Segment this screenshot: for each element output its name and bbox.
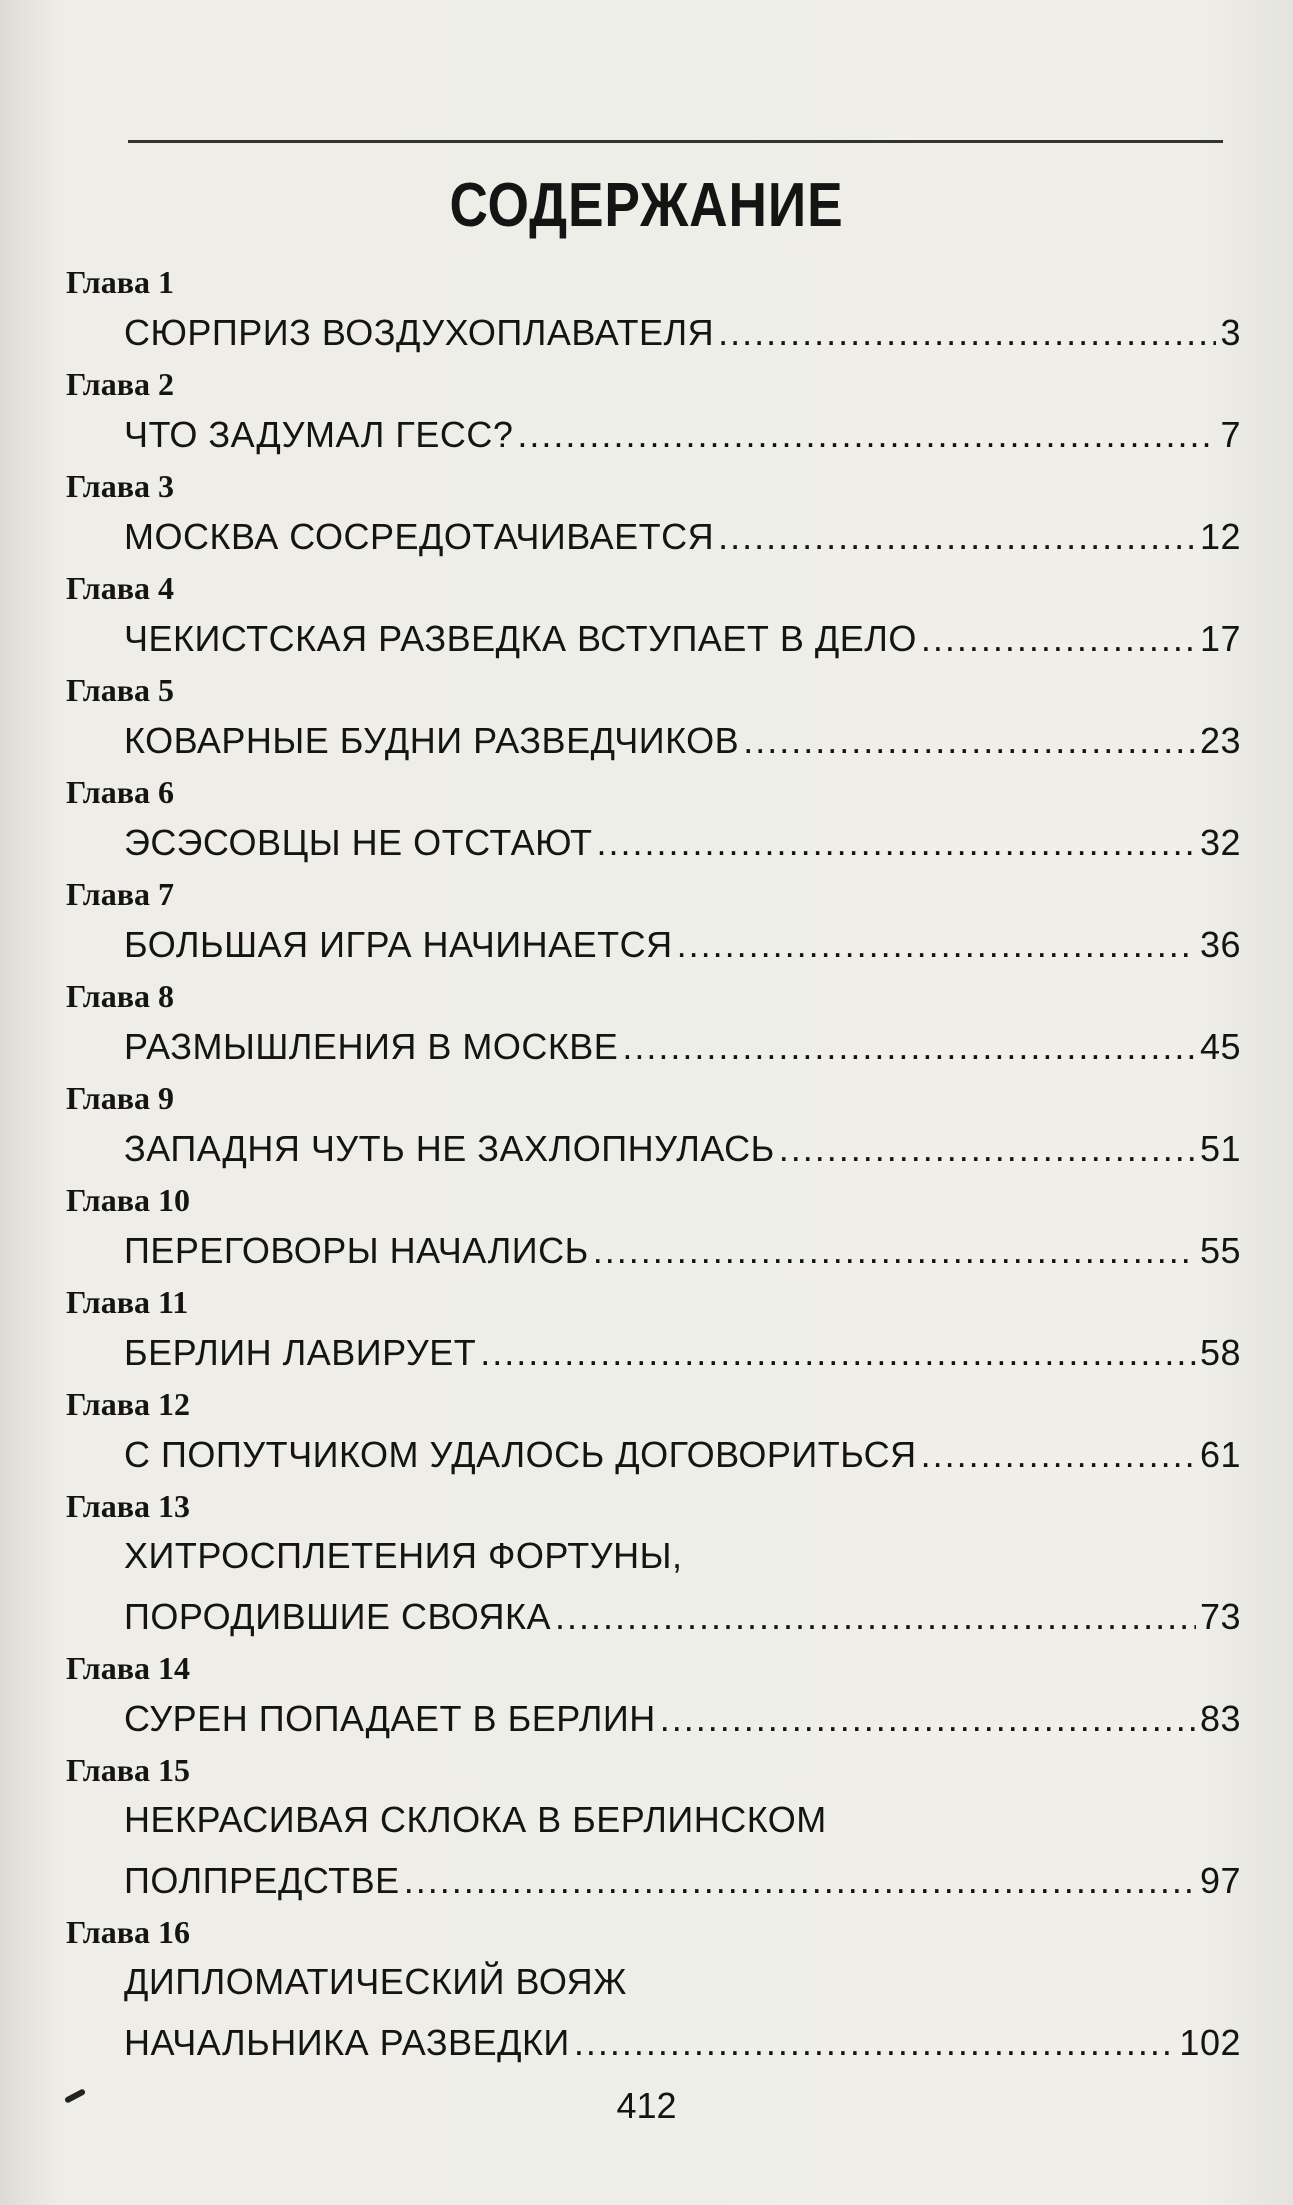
- chapter-title-row: [124, 2012, 1241, 2074]
- dot-leader: [404, 1850, 1196, 1912]
- chapter-title: БЕРЛИН ЛАВИРУЕТ: [124, 1332, 477, 1373]
- chapter-label: Глава 5: [66, 672, 174, 708]
- chapter-title: ЗАПАДНЯ ЧУТЬ НЕ ЗАХЛОПНУЛАСЬ: [124, 1128, 775, 1169]
- toc-entry: [66, 670, 1241, 772]
- chapter-title-row: [124, 1016, 1241, 1078]
- dot-leader: [622, 1016, 1196, 1078]
- chapter-label: Глава 9: [66, 1080, 174, 1116]
- chapter-title-line: НЕКРАСИВАЯ СКЛОКА В БЕРЛИНСКОМ: [124, 1799, 827, 1840]
- chapter-label: Глава 3: [66, 468, 174, 504]
- chapter-title: ПОЛПРЕДСТВЕ: [124, 1860, 400, 1901]
- chapter-label: Глава 13: [66, 1488, 190, 1524]
- chapter-title: СЮРПРИЗ ВОЗДУХОПЛАВАТЕЛЯ: [124, 312, 715, 353]
- chapter-title-row: [124, 608, 1241, 670]
- toc-entry: [66, 364, 1241, 466]
- chapter-title: ПОРОДИВШИЕ СВОЯКА: [124, 1596, 551, 1637]
- chapter-page-number: 36: [1199, 924, 1241, 965]
- header-rule: [128, 140, 1223, 143]
- chapter-title-row: [124, 1850, 1241, 1912]
- chapter-page-number: 73: [1199, 1596, 1241, 1637]
- toc-entry: [66, 976, 1241, 1078]
- chapter-label: Глава 10: [66, 1182, 190, 1218]
- chapter-label: Глава 15: [66, 1752, 190, 1788]
- dot-leader: [517, 404, 1216, 466]
- toc-entry: [66, 1384, 1241, 1486]
- chapter-title-row: [124, 812, 1241, 874]
- chapter-page-number: 32: [1199, 822, 1241, 863]
- table-of-contents: [66, 262, 1241, 2074]
- chapter-title-row: [124, 302, 1241, 364]
- toc-entry: [66, 772, 1241, 874]
- chapter-label: Глава 1: [66, 264, 174, 300]
- dot-leader: [779, 1118, 1196, 1180]
- dot-leader: [743, 710, 1196, 772]
- chapter-title-row: [124, 914, 1241, 976]
- chapter-title-row: [124, 404, 1241, 466]
- chapter-title: КОВАРНЫЕ БУДНИ РАЗВЕДЧИКОВ: [124, 720, 740, 761]
- page-title: СОДЕРЖАНИЕ: [449, 171, 844, 240]
- chapter-title-row: [124, 1220, 1241, 1282]
- chapter-page-number: 3: [1220, 312, 1241, 353]
- chapter-title-row: [124, 710, 1241, 772]
- chapter-page-number: 12: [1199, 516, 1241, 557]
- chapter-page-number: 23: [1199, 720, 1241, 761]
- chapter-label: Глава 12: [66, 1386, 190, 1422]
- chapter-label: Глава 16: [66, 1914, 190, 1950]
- chapter-label: Глава 7: [66, 876, 174, 912]
- chapter-title-row: [124, 1586, 1241, 1648]
- dot-leader: [718, 506, 1196, 568]
- chapter-label: Глава 6: [66, 774, 174, 810]
- chapter-label: Глава 4: [66, 570, 174, 606]
- chapter-label: Глава 11: [66, 1284, 189, 1320]
- toc-entry: [66, 1078, 1241, 1180]
- toc-entry: [66, 1912, 1241, 2074]
- dot-leader: [597, 812, 1196, 874]
- toc-entry: [66, 466, 1241, 568]
- dot-leader: [574, 2012, 1176, 2074]
- chapter-page-number: 51: [1199, 1128, 1241, 1169]
- chapter-title: МОСКВА СОСРЕДОТАЧИВАЕТСЯ: [124, 516, 715, 557]
- chapter-title-row: [124, 1118, 1241, 1180]
- chapter-page-number: 7: [1220, 414, 1241, 455]
- toc-entry: [66, 1180, 1241, 1282]
- dot-leader: [593, 1220, 1196, 1282]
- dot-leader: [718, 302, 1216, 364]
- chapter-page-number: 61: [1199, 1434, 1241, 1475]
- toc-entry: [66, 568, 1241, 670]
- dot-leader: [677, 914, 1196, 976]
- chapter-title-row: [124, 1424, 1241, 1486]
- dot-leader: [555, 1586, 1196, 1648]
- chapter-title: ЧТО ЗАДУМАЛ ГЕСС?: [124, 414, 514, 455]
- chapter-page-number: 102: [1179, 2022, 1241, 2063]
- dot-leader: [480, 1322, 1196, 1384]
- chapter-title: НАЧАЛЬНИКА РАЗВЕДКИ: [124, 2022, 570, 2063]
- chapter-title: РАЗМЫШЛЕНИЯ В МОСКВЕ: [124, 1026, 619, 1067]
- chapter-title: СУРЕН ПОПАДАЕТ В БЕРЛИН: [124, 1698, 656, 1739]
- chapter-title: С ПОПУТЧИКОМ УДАЛОСЬ ДОГОВОРИТЬСЯ: [124, 1434, 917, 1475]
- chapter-title: ПЕРЕГОВОРЫ НАЧАЛИСЬ: [124, 1230, 589, 1271]
- toc-entry: [66, 1282, 1241, 1384]
- chapter-page-number: 55: [1199, 1230, 1241, 1271]
- dot-leader: [921, 1424, 1196, 1486]
- chapter-label: Глава 14: [66, 1650, 190, 1686]
- toc-entry: [66, 1750, 1241, 1912]
- chapter-title-row: [124, 1322, 1241, 1384]
- chapter-title-row: [124, 1688, 1241, 1750]
- chapter-title-line: ХИТРОСПЛЕТЕНИЯ ФОРТУНЫ,: [124, 1535, 683, 1576]
- chapter-title-row: [124, 506, 1241, 568]
- chapter-title-line: ДИПЛОМАТИЧЕСКИЙ ВОЯЖ: [124, 1961, 627, 2002]
- toc-entry: [66, 1648, 1241, 1750]
- page-number: 412: [616, 2085, 677, 2126]
- dot-leader: [921, 608, 1196, 670]
- chapter-page-number: 83: [1199, 1698, 1241, 1739]
- chapter-label: Глава 8: [66, 978, 174, 1014]
- toc-entry: [66, 262, 1241, 364]
- toc-entry: [66, 1486, 1241, 1648]
- chapter-title: ЭСЭСОВЦЫ НЕ ОТСТАЮТ: [124, 822, 593, 863]
- chapter-page-number: 58: [1199, 1332, 1241, 1373]
- chapter-page-number: 45: [1199, 1026, 1241, 1067]
- chapter-title: ЧЕКИСТСКАЯ РАЗВЕДКА ВСТУПАЕТ В ДЕЛО: [124, 618, 917, 659]
- toc-entry: [66, 874, 1241, 976]
- dot-leader: [660, 1688, 1196, 1750]
- chapter-page-number: 97: [1199, 1860, 1241, 1901]
- chapter-label: Глава 2: [66, 366, 174, 402]
- chapter-title: БОЛЬШАЯ ИГРА НАЧИНАЕТСЯ: [124, 924, 673, 965]
- chapter-page-number: 17: [1199, 618, 1241, 659]
